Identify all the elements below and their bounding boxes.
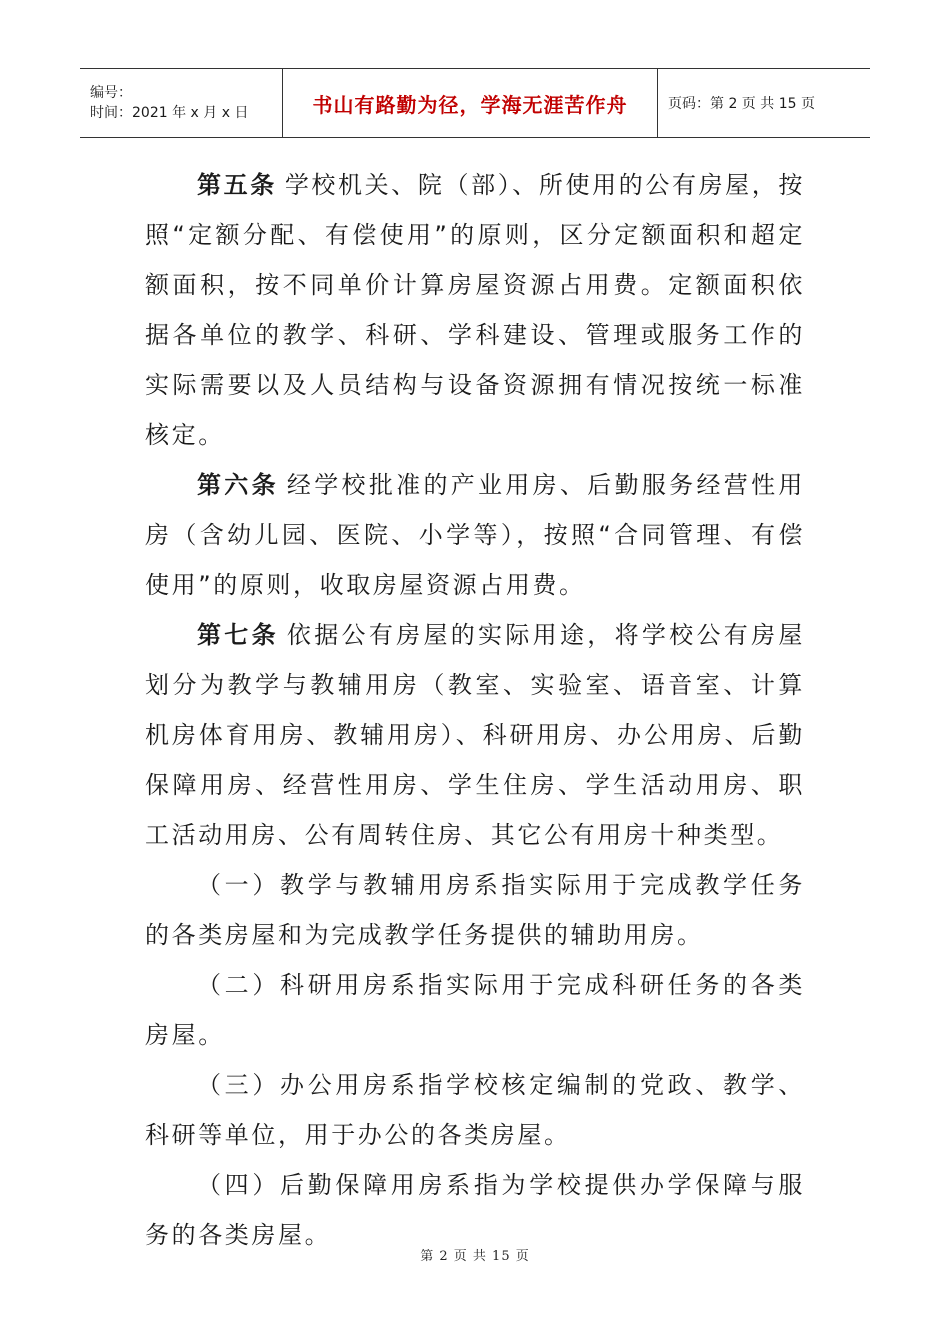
item-1: （一）教学与教辅用房系指实际用于完成教学任务的各类房屋和为完成教学任务提供的辅助用房。: [145, 871, 805, 949]
document-body: [145, 160, 805, 1260]
time-label: 时间：2021 年 x 月 x 日: [90, 105, 249, 121]
header-meta: [80, 69, 283, 137]
page-footer: 第 2 页 共 15 页: [420, 1249, 530, 1264]
document-header: [80, 68, 870, 138]
article-text: 依据公有房屋的实际用途，将学校公有房屋划分为教学与教辅用房（教室、实验室、语音室、计算机房体育用房、教辅用房）、科研用房、办公用房、后勤保障用房、经营性用房、学生住房、学生活动用房、职工活动用房、公有周转住房、其它公有用房十种类型。: [145, 621, 805, 849]
article-6: [145, 460, 805, 610]
article-text: 经学校批准的产业用房、后勤服务经营性用房（含幼儿园、医院、小学等），按照“合同管理、有偿使用”的原则，收取房屋资源占用费。: [145, 471, 805, 599]
article-number: 第五条: [197, 171, 277, 199]
item-4: （四）后勤保障用房系指为学校提供办学保障与服务的各类房屋。: [145, 1171, 805, 1249]
header-motto-cell: [283, 69, 658, 137]
number-label: 编号：: [90, 85, 132, 101]
item-3: （三）办公用房系指学校核定编制的党政、教学、科研等单位，用于办公的各类房屋。: [145, 1071, 805, 1149]
article-5: [145, 160, 805, 460]
article-text: 学校机关、院（部）、所使用的公有房屋，按照“定额分配、有偿使用”的原则，区分定额面积和超定额面积，按不同单价计算房屋资源占用费。定额面积依据各单位的教学、科研、学科建设、管理或服务工作的实际需要以及人员结构与设备资源拥有情况按统一标准核定。: [145, 171, 805, 449]
motto: 书山有路勤为径，学海无涯苦作舟: [312, 92, 628, 117]
article-number: 第七条: [197, 621, 279, 649]
page-info: 页码：第 2 页 共 15 页: [668, 96, 815, 112]
header-page-info: [658, 69, 870, 137]
item-2: （二）科研用房系指实际用于完成科研任务的各类房屋。: [145, 971, 805, 1049]
article-7: [145, 610, 805, 860]
article-number: 第六条: [197, 471, 279, 499]
